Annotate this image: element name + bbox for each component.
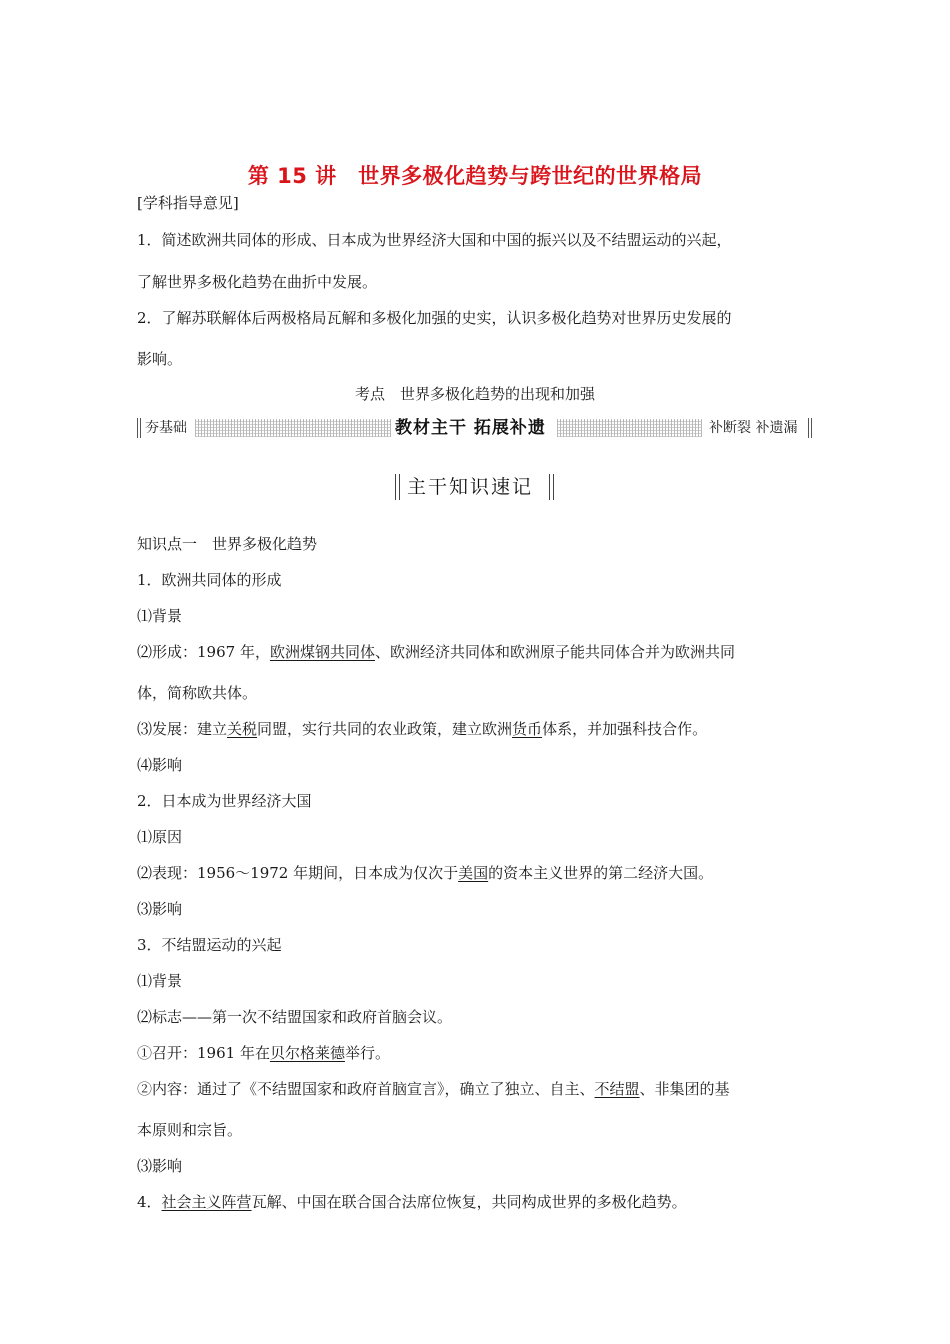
item-1-formation-line-2: 体，简称欧共体。 xyxy=(137,684,258,702)
item-1-formation-line-1 xyxy=(137,642,735,662)
banner-right-edge xyxy=(808,418,812,438)
guidance-item-2-line-2: 影响。 xyxy=(137,350,183,368)
item-3-content-line-1 xyxy=(137,1079,730,1099)
item-3-content-line-2: 本原则和宗旨。 xyxy=(137,1121,243,1139)
item-1-heading: 1．欧洲共同体的形成 xyxy=(137,571,282,589)
underlined-term: 欧洲煤钢共同体 xyxy=(269,643,375,661)
underlined-term: 社会主义阵营 xyxy=(161,1193,252,1211)
item-4 xyxy=(137,1192,687,1212)
banner-center-label: 教材主干 拓展补遗 xyxy=(391,416,550,440)
text-span: 4． xyxy=(137,1193,162,1211)
item-1-development xyxy=(137,719,707,739)
text-span: ②内容：通过了《不结盟国家和政府首脑宣言》，确立了独立、自主、 xyxy=(137,1080,595,1098)
text-span: 体系，并加强科技合作。 xyxy=(542,720,708,738)
text-span: ①召开：1961 年在 xyxy=(137,1044,270,1062)
text-span: 的资本主义世界的第二经济大国。 xyxy=(488,864,714,882)
text-span: 同盟，实行共同的农业政策，建立欧洲 xyxy=(257,720,513,738)
text-span: ⑵表现：1956～1972 年期间，日本成为仅次于 xyxy=(137,864,459,882)
heading-right-bar xyxy=(549,474,554,500)
kaodian-heading: 考点 世界多极化趋势的出现和加强 xyxy=(354,385,595,403)
banner-left-pattern xyxy=(195,419,395,437)
guidance-item-2-line-1: 2．了解苏联解体后两极格局瓦解和多极化加强的史实，认识多极化趋势对世界历史发展的 xyxy=(137,309,732,327)
text-span: 举行。 xyxy=(344,1044,390,1062)
banner-right-label: 补断裂 补遗漏 xyxy=(709,420,798,436)
item-1-influence: ⑷影响 xyxy=(137,756,183,774)
underlined-term: 货币 xyxy=(512,720,543,738)
underlined-term: 贝尔格莱德 xyxy=(269,1044,345,1062)
text-span: ⑵形成：1967 年， xyxy=(137,643,270,661)
banner-left-edge xyxy=(137,418,141,438)
item-3-heading: 3．不结盟运动的兴起 xyxy=(137,936,282,954)
item-3-background: ⑴背景 xyxy=(137,972,183,990)
underlined-term: 不结盟 xyxy=(594,1080,640,1098)
banner-right-pattern xyxy=(557,419,702,437)
section-banner xyxy=(137,416,813,440)
item-3-influence: ⑶影响 xyxy=(137,1157,183,1175)
guidance-label: [学科指导意见] xyxy=(137,194,239,212)
guidance-item-1-line-2: 了解世界多极化趋势在曲折中发展。 xyxy=(137,273,378,291)
text-span: 、非集团的基 xyxy=(639,1080,730,1098)
item-2-influence: ⑶影响 xyxy=(137,900,183,918)
item-3-convene xyxy=(137,1043,390,1063)
item-3-sign: ⑵标志——第一次不结盟国家和政府首脑会议。 xyxy=(137,1008,453,1026)
item-2-performance xyxy=(137,863,713,883)
text-span: 、欧洲经济共同体和欧洲原子能共同体合并为欧洲共同 xyxy=(374,643,735,661)
underlined-term: 关税 xyxy=(227,720,258,738)
section-heading xyxy=(395,474,555,502)
item-2-heading: 2．日本成为世界经济大国 xyxy=(137,792,312,810)
page-title: 第 15 讲 世界多极化趋势与跨世纪的世界格局 xyxy=(247,164,703,188)
underlined-term: 美国 xyxy=(458,864,489,882)
banner-left-label: 夯基础 xyxy=(145,420,187,436)
heading-left-bar xyxy=(395,474,400,500)
text-span: ⑶发展：建立 xyxy=(137,720,228,738)
section-heading-text: 主干知识速记 xyxy=(407,476,534,498)
guidance-item-1-line-1: 1．简述欧洲共同体的形成、日本成为世界经济大国和中国的振兴以及不结盟运动的兴起， xyxy=(137,231,732,249)
item-2-cause: ⑴原因 xyxy=(137,828,183,846)
knowledge-point-1: 知识点一 世界多极化趋势 xyxy=(137,535,318,553)
text-span: 瓦解、中国在联合国合法席位恢复，共同构成世界的多极化趋势。 xyxy=(251,1193,687,1211)
item-1-background: ⑴背景 xyxy=(137,607,183,625)
